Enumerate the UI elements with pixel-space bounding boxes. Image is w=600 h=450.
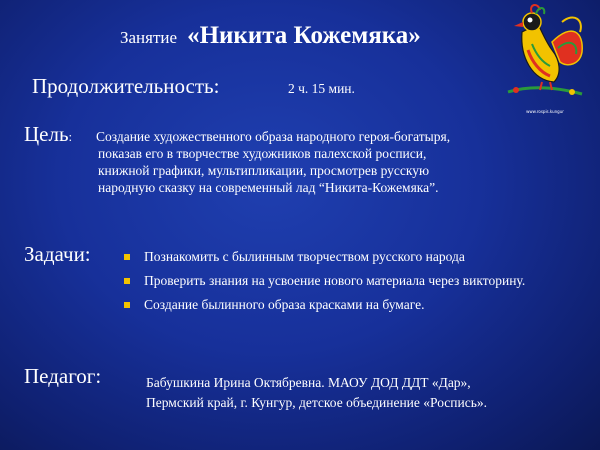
goal-line: показав его в творчестве художников палехской росписи, [98, 146, 427, 161]
bullet-square-icon [124, 302, 130, 308]
tasks-list [120, 248, 540, 320]
title-prefix: Занятие [120, 28, 178, 47]
goal-line: книжной графики, мультипликации, просмотрев русскую [98, 163, 430, 178]
goal-line: Создание художественного образа народного героя-богатыря, [96, 129, 451, 144]
goal-line: народную сказку на современный лад “Никита-Кожемяка”. [98, 180, 439, 195]
bullet-square-icon [124, 278, 130, 284]
teacher-text [146, 374, 586, 411]
duration-label: Продолжительность: [32, 74, 220, 98]
logo-caption: www.rospis.kungur [526, 109, 564, 114]
teacher-line: Бабушкина Ирина Октябревна. МАОУ ДОД ДДТ «Дар», [146, 375, 471, 390]
goal-text [96, 128, 536, 196]
task-text: Создание былинного образа красками на бумаге. [144, 297, 425, 312]
goal-label [24, 122, 72, 147]
folk-bird-icon [502, 2, 588, 108]
task-text: Познакомить с былинным творчеством русского народа [144, 249, 465, 264]
teacher-label: Педагог: [24, 364, 102, 388]
duration-value: 2 ч. 15 мин. [288, 81, 355, 96]
list-item [120, 248, 540, 265]
task-text: Проверить знания на усвоение нового материала через викторину. [144, 273, 526, 288]
slide-title [120, 22, 421, 50]
tasks-label: Задачи: [24, 242, 91, 266]
list-item [120, 296, 540, 313]
title-name: «Никита Кожемяка» [187, 22, 421, 49]
goal-label-text: Цель [24, 122, 69, 146]
teacher-line: Пермский край, г. Кунгур, детское объединение «Роспись». [146, 395, 487, 410]
list-item [120, 272, 540, 289]
goal-label-colon: : [68, 129, 73, 144]
logo [502, 2, 588, 114]
bullet-square-icon [124, 254, 130, 260]
